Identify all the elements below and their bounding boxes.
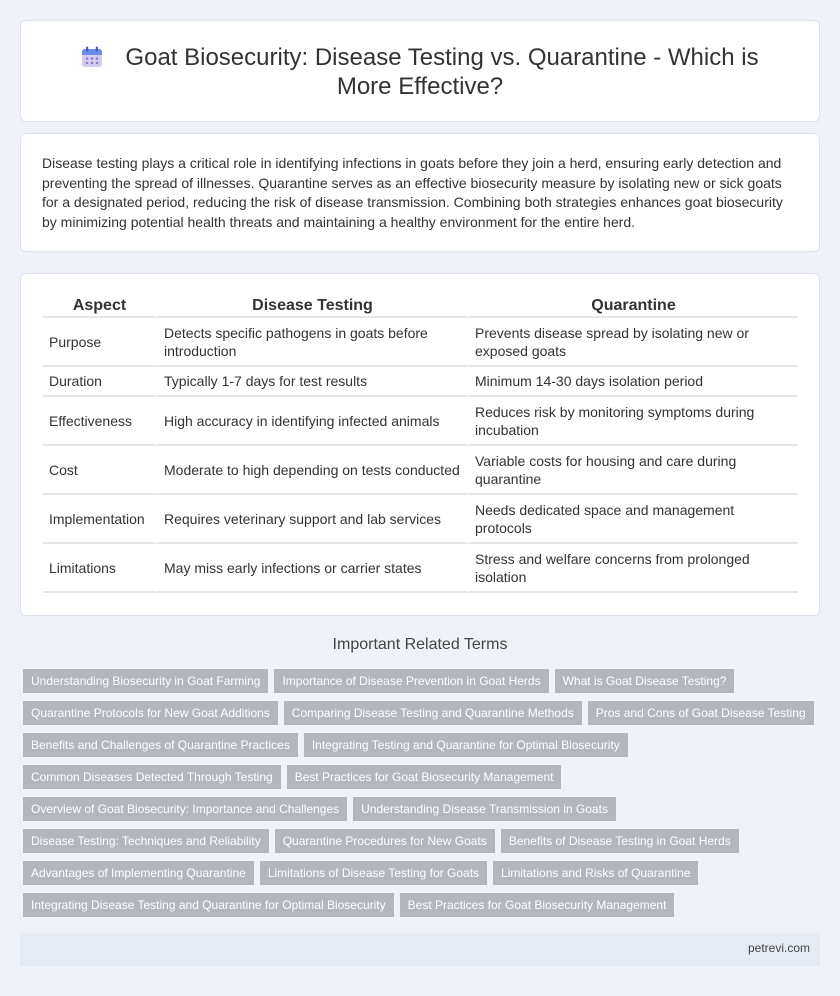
related-term-link[interactable]: Overview of Goat Biosecurity: Importance and Challenges — [23, 797, 347, 821]
related-term-link[interactable]: Disease Testing: Techniques and Reliability — [23, 829, 269, 853]
related-term-link[interactable]: Advantages of Implementing Quarantine — [23, 861, 254, 885]
table-row — [43, 495, 798, 544]
column-header-disease-testing: Disease Testing — [156, 296, 467, 318]
related-term-link[interactable]: Integrating Disease Testing and Quarantine for Optimal Biosecurity — [23, 893, 394, 917]
title-card — [20, 20, 820, 122]
related-term-link[interactable]: Importance of Disease Prevention in Goat Herds — [274, 669, 548, 693]
comparison-table — [43, 296, 798, 593]
row-quarantine: Prevents disease spread by isolating new or exposed goats — [467, 318, 798, 367]
table-row — [43, 544, 798, 593]
related-term-link[interactable]: Pros and Cons of Goat Disease Testing — [588, 701, 814, 725]
table-row — [43, 446, 798, 495]
row-aspect: Limitations — [43, 544, 156, 593]
column-header-quarantine: Quarantine — [467, 296, 798, 318]
row-aspect: Implementation — [43, 495, 156, 544]
row-disease-testing: Requires veterinary support and lab services — [156, 495, 467, 544]
row-aspect: Cost — [43, 446, 156, 495]
calendar-icon — [81, 46, 103, 68]
row-disease-testing: Detects specific pathogens in goats before introduction — [156, 318, 467, 367]
summary-text: Disease testing plays a critical role in identifying infections in goats before they join a herd, ensuring early detection and preventing the spread of illnesses. Quarantine serves as an effective biosecurity measure by isolating new or sick goats for a designated period, reducing the risk of disease transmission. Combining both strategies enhances goat biosecurity by minimizing potential health threats and maintaining a healthy environment for the entire herd. — [42, 155, 783, 230]
row-disease-testing: May miss early infections or carrier states — [156, 544, 467, 593]
related-term-link[interactable]: Best Practices for Goat Biosecurity Management — [287, 765, 562, 789]
comparison-card — [20, 273, 820, 616]
table-row — [43, 397, 798, 446]
related-term-link[interactable]: What is Goat Disease Testing? — [555, 669, 735, 693]
footer-site-link[interactable]: petrevi.com — [747, 941, 810, 955]
related-term-link[interactable]: Quarantine Protocols for New Goat Additions — [23, 701, 278, 725]
row-quarantine: Stress and welfare concerns from prolonged isolation — [467, 544, 798, 593]
related-term-link[interactable]: Benefits of Disease Testing in Goat Herds — [501, 829, 739, 853]
related-terms-heading: Important Related Terms — [332, 636, 508, 653]
table-header-row — [43, 296, 798, 318]
row-quarantine: Reduces risk by monitoring symptoms during incubation — [467, 397, 798, 446]
related-term-link[interactable]: Comparing Disease Testing and Quarantine Methods — [284, 701, 582, 725]
footer — [20, 933, 820, 966]
row-quarantine: Minimum 14-30 days isolation period — [467, 367, 798, 397]
summary-card — [20, 133, 820, 252]
column-header-aspect: Aspect — [43, 296, 156, 318]
related-terms-list — [23, 669, 823, 917]
related-term-link[interactable]: Limitations and Risks of Quarantine — [493, 861, 698, 885]
row-disease-testing: Typically 1-7 days for test results — [156, 367, 467, 397]
related-term-link[interactable]: Understanding Biosecurity in Goat Farming — [23, 669, 268, 693]
row-quarantine: Variable costs for housing and care during quarantine — [467, 446, 798, 495]
related-term-link[interactable]: Understanding Disease Transmission in Goats — [353, 797, 616, 821]
row-aspect: Purpose — [43, 318, 156, 367]
table-row — [43, 367, 798, 397]
related-term-link[interactable]: Best Practices for Goat Biosecurity Management — [400, 893, 675, 917]
related-term-link[interactable]: Limitations of Disease Testing for Goats — [260, 861, 487, 885]
page-title: Goat Biosecurity: Disease Testing vs. Quarantine - Which is More Effective? — [125, 44, 759, 100]
row-disease-testing: Moderate to high depending on tests conducted — [156, 446, 467, 495]
related-term-link[interactable]: Benefits and Challenges of Quarantine Practices — [23, 733, 298, 757]
related-term-link[interactable]: Common Diseases Detected Through Testing — [23, 765, 281, 789]
related-term-link[interactable]: Integrating Testing and Quarantine for Optimal Biosecurity — [304, 733, 628, 757]
table-row — [43, 318, 798, 367]
row-disease-testing: High accuracy in identifying infected animals — [156, 397, 467, 446]
page-title-block — [61, 43, 779, 101]
row-aspect: Effectiveness — [43, 397, 156, 446]
row-quarantine: Needs dedicated space and management protocols — [467, 495, 798, 544]
row-aspect: Duration — [43, 367, 156, 397]
related-term-link[interactable]: Quarantine Procedures for New Goats — [275, 829, 495, 853]
